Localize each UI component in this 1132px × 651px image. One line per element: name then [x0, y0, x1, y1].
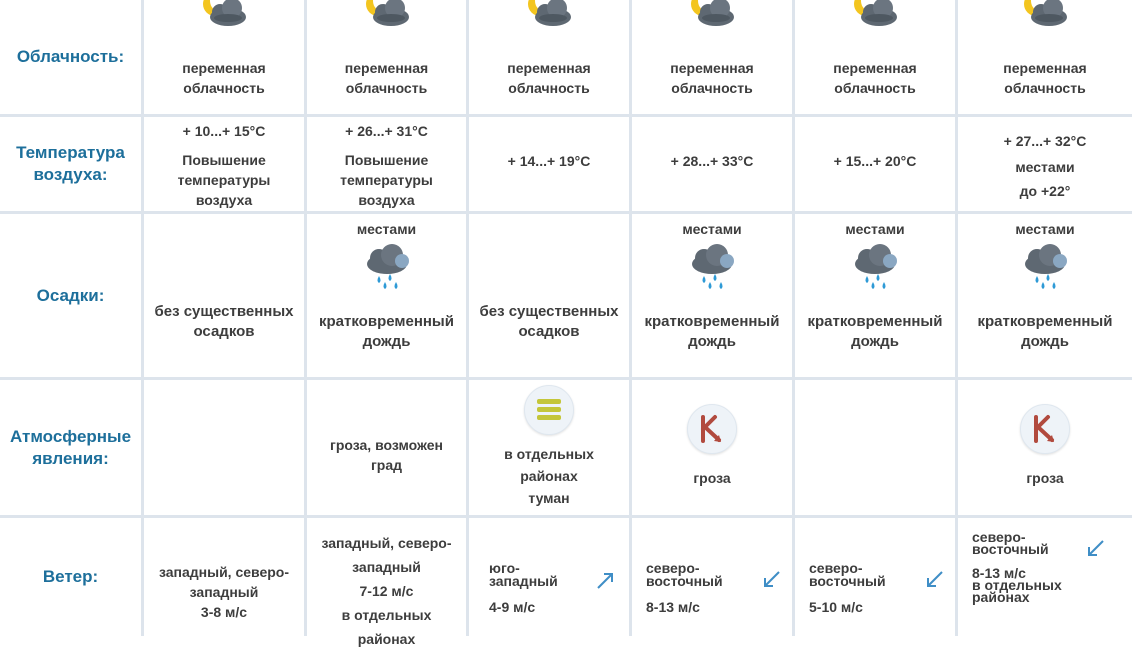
moon-cloud-icon	[520, 0, 578, 32]
temp-cell-day-4	[632, 117, 795, 214]
moon-cloud-icon	[683, 0, 741, 32]
rain-cloud-icon	[686, 244, 738, 290]
row-label-phenomena-text: Атмосферные явления:	[9, 426, 132, 468]
cloud-cell-day-6	[958, 0, 1132, 117]
precip-locality: местами	[845, 221, 905, 237]
wind-cell-day-2	[307, 518, 469, 647]
phenomena-cell-day-5	[795, 380, 958, 518]
thunderstorm-icon	[687, 404, 737, 454]
wind-arrow-southwest-icon	[1086, 538, 1106, 563]
row-label-cloudiness	[0, 0, 144, 117]
wind-text: северо- восточный 8-13 м/с в отдельных районах	[972, 529, 1062, 605]
row-label-precip-text: Осадки:	[36, 285, 105, 305]
wind-cell-day-1	[144, 518, 307, 636]
moon-cloud-icon	[846, 0, 904, 32]
wind-arrow-northeast-icon	[595, 571, 615, 596]
fog-icon	[524, 385, 574, 435]
cloud-text: переменная облачность	[182, 60, 266, 96]
row-label-phenomena	[0, 380, 144, 518]
precip-text: кратковременный дождь	[319, 313, 454, 350]
precip-text: кратковременный дождь	[977, 313, 1113, 350]
moon-cloud-icon	[1016, 0, 1074, 32]
temp-cell-day-2	[307, 117, 469, 214]
rain-cloud-icon	[849, 244, 901, 290]
temp-range: + 15...+ 20°C	[833, 153, 917, 169]
thunderstorm-icon	[1020, 404, 1070, 454]
temp-cell-day-3	[469, 117, 632, 214]
wind-text: западный, северо- западный 7-12 м/с в отдельных районах	[321, 535, 452, 647]
row-label-temperature-text: Температура воздуха:	[16, 143, 125, 184]
precip-cell-day-5	[795, 214, 958, 380]
row-label-temperature	[0, 117, 144, 214]
temp-range: + 10...+ 15°C	[182, 123, 266, 139]
temp-range: + 28...+ 33°C	[670, 153, 754, 169]
precip-cell-day-6	[958, 214, 1132, 380]
cloud-cell-day-3	[469, 0, 632, 117]
cloud-text: переменная облачность	[1003, 60, 1087, 96]
cloud-text: переменная облачность	[670, 60, 754, 96]
phenomena-cell-day-4	[632, 380, 795, 518]
wind-text: северо- восточный 8-13 м/с	[646, 560, 723, 615]
wind-cell-day-3	[469, 518, 632, 636]
precip-text: кратковременный дождь	[807, 313, 943, 350]
row-label-precip	[0, 214, 144, 380]
temp-cell-day-6	[958, 117, 1132, 214]
rain-cloud-icon	[1019, 244, 1071, 290]
phenomena-cell-day-1	[144, 380, 307, 518]
temp-cell-day-5	[795, 117, 958, 214]
temp-note: местами до +22°	[1015, 159, 1075, 199]
cloud-cell-day-5	[795, 0, 958, 117]
precip-text: кратковременный дождь	[644, 313, 780, 350]
row-label-cloudiness-text: Облачность:	[16, 47, 125, 66]
moon-cloud-icon	[195, 0, 253, 32]
wind-cell-day-4	[632, 518, 795, 636]
rain-cloud-icon	[361, 244, 413, 290]
precip-cell-day-3	[469, 214, 632, 380]
wind-text: северо- восточный 5-10 м/с	[809, 560, 886, 615]
phenomena-cell-day-2	[307, 380, 469, 518]
wind-text: западный, северо- западный 3-8 м/с	[158, 564, 290, 620]
temp-note: Повышение температуры воздуха	[340, 152, 433, 208]
phenomena-text: гроза	[1026, 470, 1064, 486]
cloud-cell-day-4	[632, 0, 795, 117]
phenomena-cell-day-6	[958, 380, 1132, 518]
wind-text: юго- западный 4-9 м/с	[489, 560, 558, 615]
precip-cell-day-1	[144, 214, 307, 380]
temp-range: + 14...+ 19°C	[507, 153, 591, 169]
row-label-wind-text: Ветер:	[42, 567, 99, 586]
cloud-text: переменная облачность	[344, 60, 429, 96]
cloud-cell-day-1	[144, 0, 307, 117]
precip-text: без существенных осадков	[479, 303, 619, 340]
row-label-wind	[0, 518, 144, 636]
precip-cell-day-4	[632, 214, 795, 380]
wind-cell-day-6	[958, 518, 1132, 636]
precip-locality: местами	[682, 221, 742, 237]
precip-locality: местами	[1015, 221, 1075, 237]
temp-note: Повышение температуры воздуха	[177, 152, 271, 208]
moon-cloud-icon	[358, 0, 416, 32]
precip-text: без существенных осадков	[154, 303, 294, 340]
cloud-cell-day-2	[307, 0, 469, 117]
phenomena-cell-day-3	[469, 380, 632, 518]
wind-arrow-southwest-icon	[762, 569, 782, 594]
wind-arrow-southwest-icon	[925, 569, 945, 594]
precip-locality: местами	[356, 221, 417, 237]
phenomena-text: в отдельных районах туман	[504, 446, 594, 506]
wind-cell-day-5	[795, 518, 958, 636]
phenomena-text: гроза, возможен град	[329, 437, 443, 473]
temp-range: + 27...+ 32°C	[1003, 133, 1087, 149]
cloud-text: переменная облачность	[833, 60, 917, 96]
precip-cell-day-2	[307, 214, 469, 380]
temp-cell-day-1	[144, 117, 307, 214]
phenomena-text: гроза	[693, 470, 731, 486]
cloud-text: переменная облачность	[507, 60, 591, 96]
temp-range: + 26...+ 31°C	[345, 123, 428, 139]
